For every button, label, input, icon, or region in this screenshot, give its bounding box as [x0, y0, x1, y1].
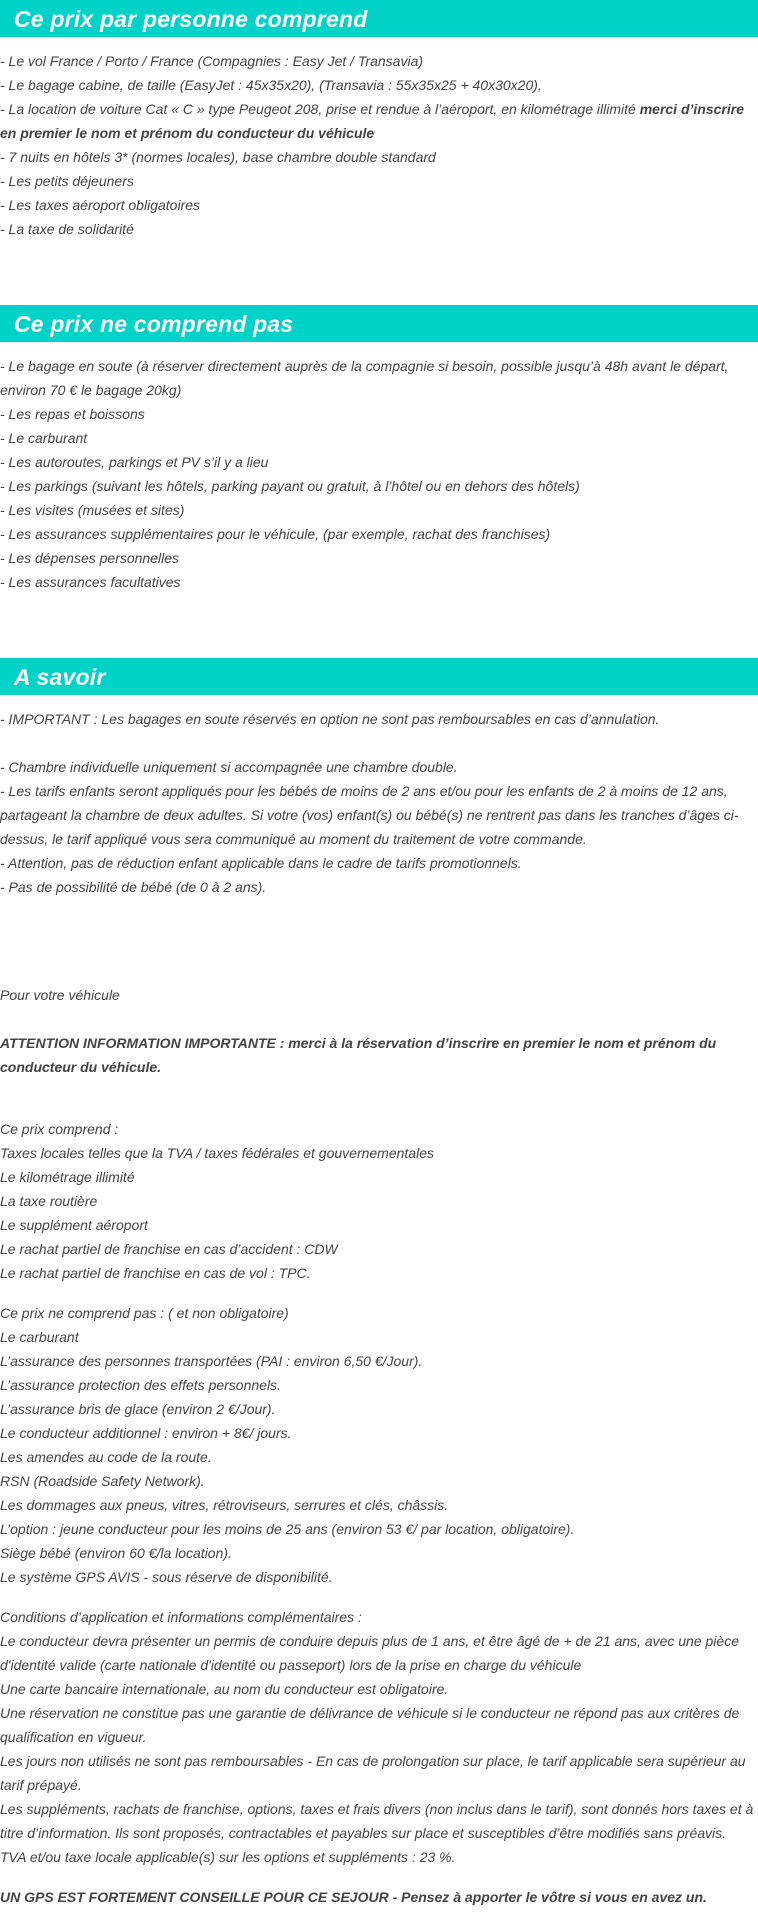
vehicle-section: [0, 983, 758, 1909]
list-item: Une réservation ne constitue pas une garantie de délivrance de véhicule si le conducteur ne répond pas aux critères de qualification en vigueur.: [0, 1705, 740, 1745]
list-item: La taxe routière: [0, 1193, 98, 1209]
list-item: - Les visites (musées et sites): [0, 502, 185, 518]
section-header-a-savoir: [0, 658, 758, 695]
list-item: Les suppléments, rachats de franchise, options, taxes et frais divers (non inclus dans le tarif), sont donnés hors taxes et à titre d’information. Ils sont proposés, contractables et payables sur place et susceptibles d’être modifiés sans préavis.: [0, 1801, 754, 1841]
list-item: Le conducteur devra présenter un permis de conduire depuis plus de 1 ans, et être âgé de + de 21 ans, avec une pièce d'identité valide (carte nationale d'identité ou passeport) lors de la prise en charge du véhicule: [0, 1633, 739, 1673]
list-item: Les dommages aux pneus, vitres, rétroviseurs, serrures et clés, châssis.: [0, 1497, 449, 1513]
list-item: - Chambre individuelle uniquement si accompagnée une chambre double.: [0, 759, 458, 775]
section-header-includes: [0, 0, 758, 37]
vehicle-conditions-title: Conditions d’application et informations complémentaires :: [0, 1609, 362, 1625]
list-item: Le rachat partiel de franchise en cas d’accident : CDW: [0, 1241, 338, 1257]
section-header-excludes: [0, 305, 758, 342]
list-item: [0, 97, 758, 145]
list-item: - Le bagage en soute (à réserver directement auprès de la compagnie si besoin, possible jusqu’à 48h avant le départ, environ 70 € le bagage 20kg): [0, 358, 729, 398]
vehicle-excludes-title: Ce prix ne comprend pas : ( et non obligatoire): [0, 1305, 289, 1321]
list-item: L’option : jeune conducteur pour les moins de 25 ans (environ 53 €/ par location, obligatoire).: [0, 1521, 575, 1537]
list-item: Le carburant: [0, 1329, 79, 1345]
vehicle-includes-title: Ce prix comprend :: [0, 1121, 119, 1137]
list-item: - Les assurances supplémentaires pour le véhicule, (par exemple, rachat des franchises): [0, 526, 551, 542]
list-item: - Le bagage cabine, de taille (EasyJet : 45x35x20), (Transavia : 55x35x25 + 40x30x20),: [0, 77, 542, 93]
important-note: - IMPORTANT : Les bagages en soute réservés en option ne sont pas remboursables en cas d’annulation.: [0, 711, 660, 727]
list-item: - Le vol France / Porto / France (Compagnies : Easy Jet / Transavia): [0, 53, 424, 69]
list-item: Le kilométrage illimité: [0, 1169, 135, 1185]
list-item: Le rachat partiel de franchise en cas de vol : TPC.: [0, 1265, 311, 1281]
section-title: Ce prix ne comprend pas: [14, 310, 294, 337]
list-item: TVA et/ou taxe locale applicable(s) sur les options et suppléments : 23 %.: [0, 1849, 456, 1865]
list-item: - Les assurances facultatives: [0, 574, 181, 590]
list-item: - Attention, pas de réduction enfant applicable dans le cadre de tarifs promotionnels.: [0, 855, 522, 871]
a-savoir-list: [0, 707, 758, 899]
list-item: L’assurance bris de glace (environ 2 €/Jour).: [0, 1401, 276, 1417]
list-item: Le système GPS AVIS - sous réserve de disponibilité.: [0, 1569, 333, 1585]
list-item: - Les parkings (suivant les hôtels, parking payant ou gratuit, à l’hôtel ou en dehors des hôtels): [0, 478, 580, 494]
list-item: - Les tarifs enfants seront appliqués pour les bébés de moins de 2 ans et/ou pour les enfants de 2 à moins de 12 ans, partageant la chambre de deux adultes. Si votre (vos) enfant(s) ou bébé(s) ne rentrent pas dans les tranches d’âges ci-dessus, le tarif appliqué vous sera communiqué au moment du traitement de votre commande.: [0, 783, 739, 847]
list-item: Le conducteur additionnel : environ + 8€/ jours.: [0, 1425, 292, 1441]
list-item: Le supplément aéroport: [0, 1217, 148, 1233]
list-item: - Le carburant: [0, 430, 88, 446]
excludes-list: [0, 354, 758, 594]
list-item: L’assurance des personnes transportées (PAI : environ 6,50 €/Jour).: [0, 1353, 423, 1369]
section-title: Ce prix par personne comprend: [14, 5, 368, 32]
list-item: Les amendes au code de la route.: [0, 1449, 212, 1465]
vehicle-attention: ATTENTION INFORMATION IMPORTANTE : merci à la réservation d’inscrire en premier le nom et prénom du conducteur du véhicule.: [0, 1035, 717, 1075]
list-item: - 7 nuits en hôtels 3* (normes locales), base chambre double standard: [0, 149, 436, 165]
list-item: RSN (Roadside Safety Network).: [0, 1473, 205, 1489]
section-title: A savoir: [14, 663, 106, 690]
list-item: - Les repas et boissons: [0, 406, 145, 422]
list-item-text: - La location de voiture Cat « C » type Peugeot 208, prise et rendue à l’aéroport, en kilométrage illimité: [0, 101, 640, 117]
gps-recommendation: UN GPS EST FORTEMENT CONSEILLE POUR CE SEJOUR - Pensez à apporter le vôtre si vous en avez un.: [0, 1889, 707, 1905]
list-item: - Les petits déjeuners: [0, 173, 134, 189]
list-item: Une carte bancaire internationale, au nom du conducteur est obligatoire.: [0, 1681, 449, 1697]
list-item: - Les taxes aéroport obligatoires: [0, 197, 200, 213]
list-item: - La taxe de solidarité: [0, 221, 134, 237]
list-item: - Pas de possibilité de bébé (de 0 à 2 ans).: [0, 879, 267, 895]
list-item: - Les dépenses personnelles: [0, 550, 180, 566]
includes-list: [0, 49, 758, 241]
list-item: L’assurance protection des effets personnels.: [0, 1377, 281, 1393]
list-item: - Les autoroutes, parkings et PV s’il y a lieu: [0, 454, 269, 470]
list-item-emphasis: merci d’inscrire en premier le nom et prénom du conducteur du véhicule: [0, 101, 744, 141]
list-item: Siège bébé (environ 60 €/la location).: [0, 1545, 232, 1561]
vehicle-heading: Pour votre véhicule: [0, 987, 120, 1003]
list-item: Les jours non utilisés ne sont pas remboursables - En cas de prolongation sur place, le tarif applicable sera supérieur au tarif prépayé.: [0, 1753, 746, 1793]
list-item: Taxes locales telles que la TVA / taxes fédérales et gouvernementales: [0, 1145, 434, 1161]
